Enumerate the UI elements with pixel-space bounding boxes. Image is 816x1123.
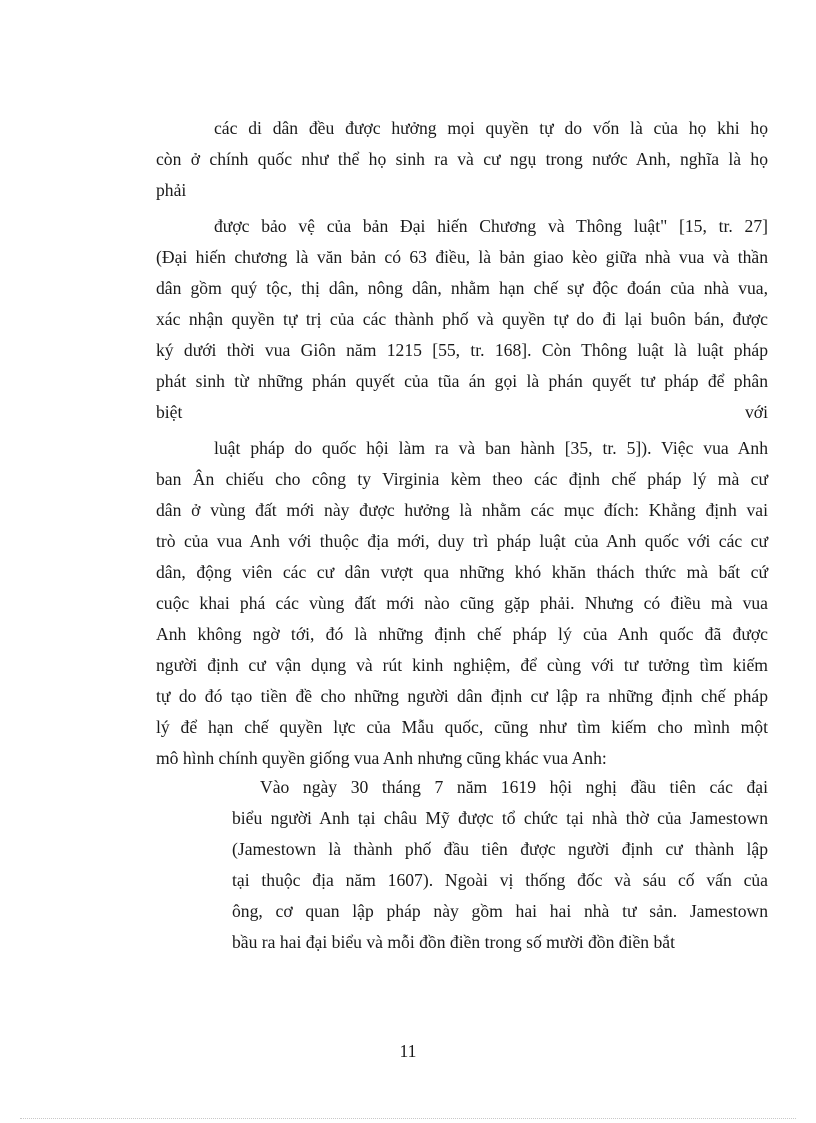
text-line: cuộc khai phá các vùng đất mới nào cũng gặp phải. Nhưng có điều mà vua	[156, 593, 768, 613]
quote-line: (Jamestown là thành phố đầu tiên được người định cư thành lập	[232, 839, 768, 859]
text-line: Anh không ngờ tới, đó là những định chế pháp lý của Anh quốc đã được	[156, 624, 768, 644]
text-line: dân ở vùng đất mới này được hưởng là nhằm các mục đích: Khẳng định vai	[156, 500, 768, 520]
text-line: xác nhận quyền tự trị của các thành phố và quyền tự do đi lại buôn bán, được	[156, 309, 768, 329]
text-line: dân, động viên các cư dân vượt qua những khó khăn thách thức mà bất cứ	[156, 562, 768, 582]
text-line: (Đại hiến chương là văn bản có 63 điều, là bản giao kèo giữa nhà vua và thần	[156, 247, 768, 267]
quote-line: tại thuộc địa năm 1607). Ngoài vị thống đốc và sáu cố vấn của	[232, 870, 768, 890]
text-line: được bảo vệ của bản Đại hiến Chương và Thông luật" [15, tr. 27]	[214, 216, 768, 236]
text-line: các di dân đều được hưởng mọi quyền tự do vốn là của họ khi họ	[214, 118, 768, 138]
text-line: phải	[156, 180, 187, 200]
text-line: biệt với	[156, 402, 768, 422]
quote-line: bầu ra hai đại biểu và mỗi đồn điền trong số mười đồn điền bắt	[232, 932, 675, 952]
text-line: trò của vua Anh với thuộc địa mới, duy trì pháp luật của Anh quốc với các cư	[156, 531, 768, 551]
text-line: mô hình chính quyền giống vua Anh nhưng cũng khác vua Anh:	[156, 748, 607, 768]
quote-line: Vào ngày 30 tháng 7 năm 1619 hội nghị đầu tiên các đại	[260, 777, 768, 797]
text-line: lý để hạn chế quyền lực của Mẫu quốc, cũng như tìm kiếm cho mình một	[156, 717, 768, 737]
text-line: dân gồm quý tộc, thị dân, nông dân, nhằm hạn chế sự độc đoán của nhà vua,	[156, 278, 768, 298]
text-line: tự do đó tạo tiền đề cho những người dân định cư lập ra những định chế pháp	[156, 686, 768, 706]
text-line: còn ở chính quốc như thể họ sinh ra và cư ngụ trong nước Anh, nghĩa là họ	[156, 149, 768, 169]
text-line: luật pháp do quốc hội làm ra và ban hành [35, tr. 5]). Việc vua Anh	[214, 438, 768, 458]
quote-line: ông, cơ quan lập pháp này gồm hai hai nhà tư sản. Jamestown	[232, 901, 768, 921]
text-line: phát sinh từ những phán quyết của tũa án gọi là phán quyết tư pháp để phân	[156, 371, 768, 391]
text-line: ký dưới thời vua Giôn năm 1215 [55, tr. 168]. Còn Thông luật là luật pháp	[156, 340, 768, 360]
page-bottom-divider	[20, 1118, 796, 1119]
text-line: ban Ân chiếu cho công ty Virginia kèm theo các định chế pháp lý mà cư	[156, 469, 768, 489]
page-number: 11	[399, 1041, 417, 1061]
text-line: người định cư vận dụng và rút kinh nghiệm, để cùng với tư tưởng tìm kiếm	[156, 655, 768, 675]
quote-line: biểu người Anh tại châu Mỹ được tổ chức tại nhà thờ của Jamestown	[232, 808, 768, 828]
